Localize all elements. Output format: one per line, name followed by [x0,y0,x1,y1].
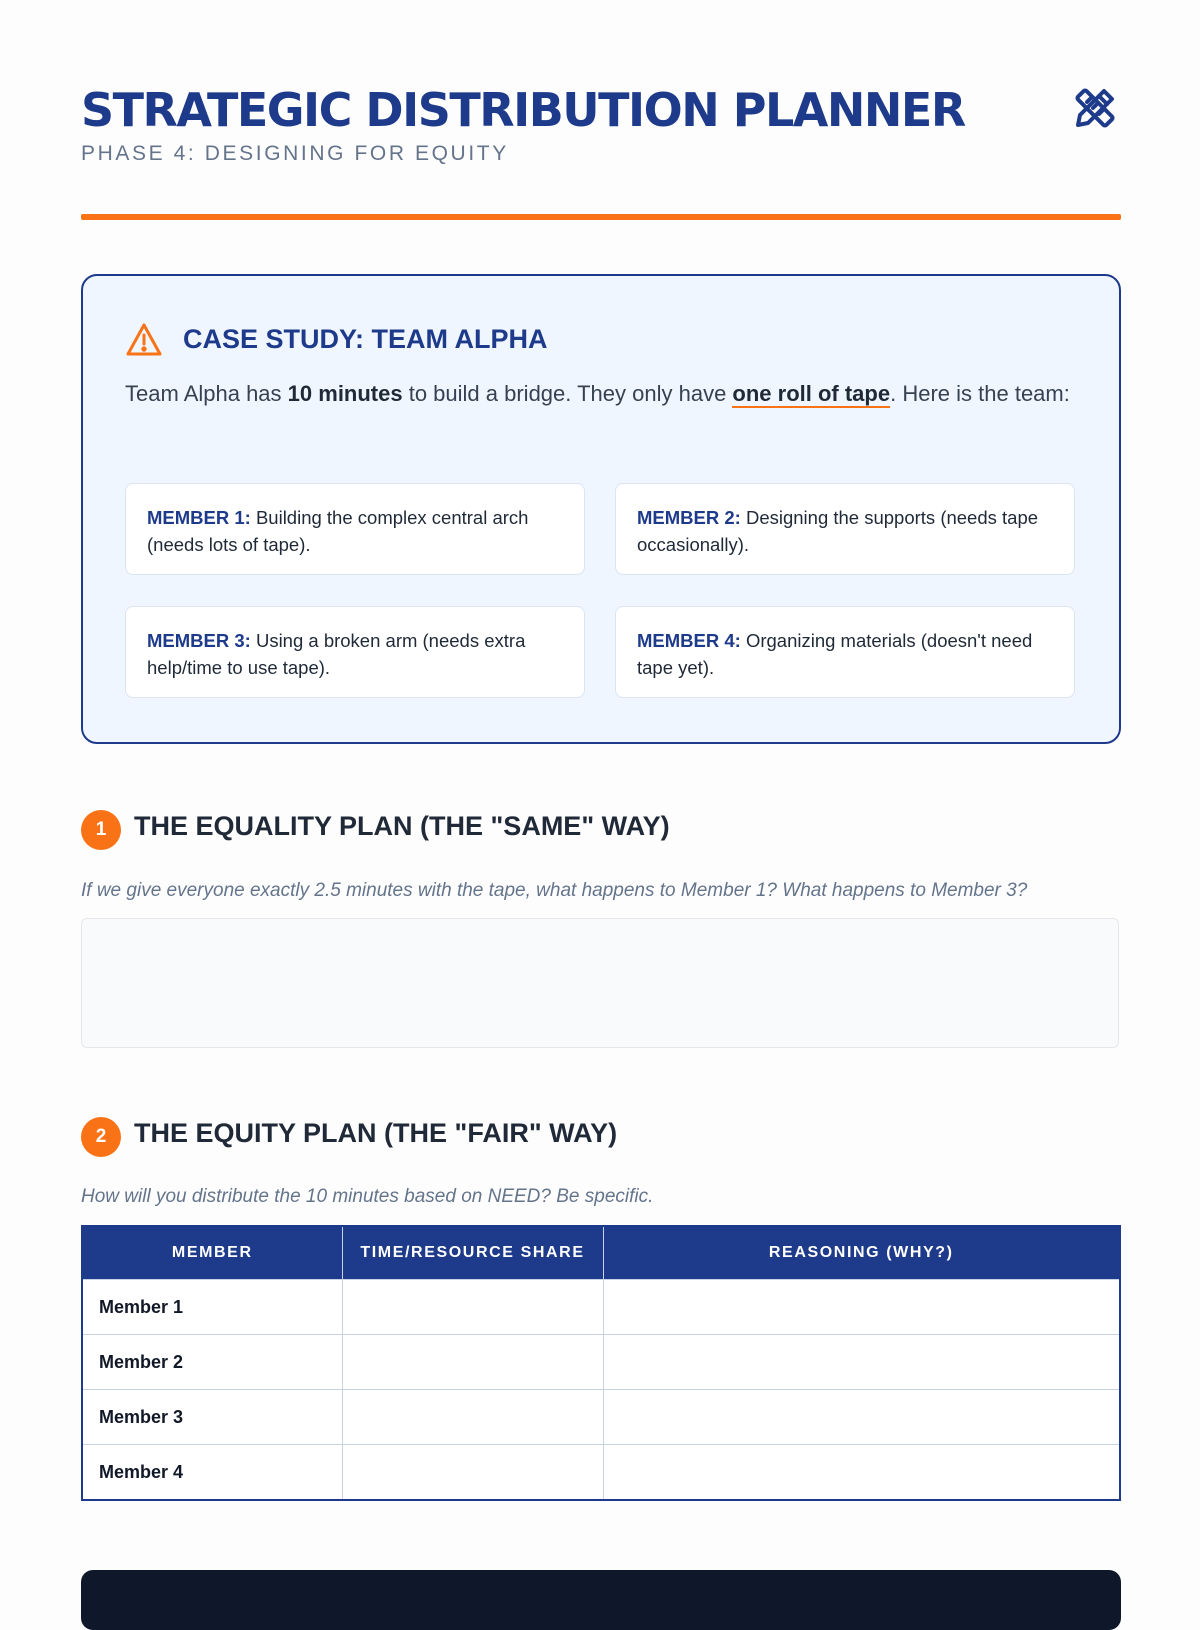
equality-answer-field[interactable] [81,918,1119,1048]
member-cell: Member 3 [82,1390,342,1445]
share-cell[interactable] [342,1280,603,1335]
pencil-ruler-icon [1069,82,1121,134]
member-label: MEMBER 1: [147,507,251,528]
column-header-reasoning: REASONING (WHY?) [603,1226,1120,1280]
equality-section-title: THE EQUALITY PLAN (THE "SAME" WAY) [134,811,670,841]
reasoning-cell[interactable] [603,1390,1120,1445]
member-label: MEMBER 4: [637,630,741,651]
intro-minutes: 10 minutes [287,381,403,406]
share-cell[interactable] [342,1445,603,1501]
member-description: Building the complex central arch (needs lots of tape). [147,507,529,555]
step-badge-2: 2 [81,1117,121,1157]
member-cell: Member 1 [82,1280,342,1335]
member-card-2 [615,483,1075,575]
member-description: Organizing materials (doesn't need tape yet). [637,630,1033,678]
table-row [82,1335,1120,1390]
reasoning-cell[interactable] [603,1445,1120,1501]
equity-plan-table [81,1225,1121,1501]
equity-section-title: THE EQUITY PLAN (THE "FAIR" WAY) [134,1118,618,1148]
member-description: Designing the supports (needs tape occasionally). [637,507,1039,555]
case-study-card [81,274,1121,744]
header-divider [81,214,1121,220]
intro-text-2: to build a bridge. They only have [402,381,733,406]
warning-triangle-icon [125,322,163,358]
member-card-4 [615,606,1075,698]
member-card-1 [125,483,585,575]
member-label: MEMBER 2: [637,507,741,528]
column-header-share: TIME/RESOURCE SHARE [342,1226,603,1280]
footer-panel [81,1570,1121,1630]
table-row [82,1445,1120,1501]
reasoning-cell[interactable] [603,1280,1120,1335]
intro-text-3: . Here is the team: [890,381,1070,406]
member-description: Using a broken arm (needs extra help/time to use tape). [147,630,526,678]
case-study-title: CASE STUDY: TEAM ALPHA [183,324,548,354]
reasoning-cell[interactable] [603,1335,1120,1390]
column-header-member: MEMBER [82,1226,342,1280]
equality-prompt: If we give everyone exactly 2.5 minutes with the tape, what happens to Member 1? What happens to Member 3? [81,880,1028,901]
member-card-3 [125,606,585,698]
page-subtitle: PHASE 4: DESIGNING FOR EQUITY [81,142,509,165]
intro-text-1: Team Alpha has [125,381,288,406]
member-label: MEMBER 3: [147,630,251,651]
step-badge-1: 1 [81,810,121,850]
equity-prompt: How will you distribute the 10 minutes based on NEED? Be specific. [81,1186,654,1207]
case-study-intro [125,374,1075,413]
member-cell: Member 4 [82,1445,342,1501]
intro-tape-highlight: one roll of tape [732,381,891,406]
table-header-row [82,1226,1120,1280]
member-cell: Member 2 [82,1335,342,1390]
table-row [82,1280,1120,1335]
share-cell[interactable] [342,1335,603,1390]
page-header [81,82,1121,182]
table-row [82,1390,1120,1445]
page-title: STRATEGIC DISTRIBUTION PLANNER [81,83,965,137]
share-cell[interactable] [342,1390,603,1445]
